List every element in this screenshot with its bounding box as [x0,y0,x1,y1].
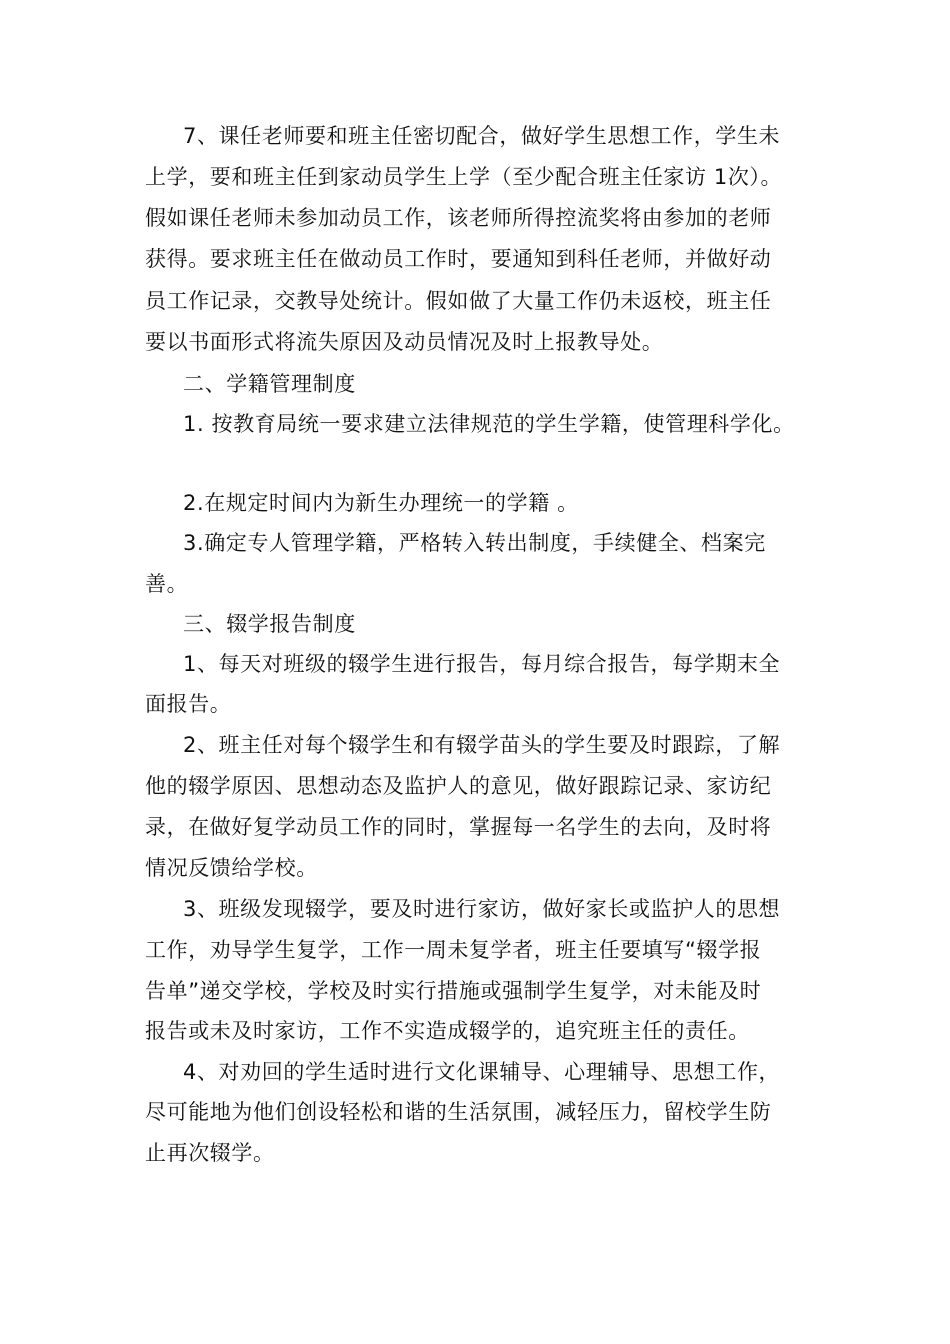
text-line: 7、课任老师要和班主任密切配合，做好学生思想工作，学生未 [183,124,781,148]
text-line: 假如课任老师未参加动员工作，该老师所得控流奖将由参加的老师 [145,206,772,230]
text-line: 他的辍学原因、思想动态及监护人的意见，做好跟踪记录、家访纪 [145,774,772,798]
text-line: 获得。要求班主任在做动员工作时，要通知到科任老师，并做好动 [145,247,772,271]
text-line: 3、班级发现辍学，要及时进行家访，做好家长或监护人的思想 [183,897,781,921]
text-line: 善。 [145,572,189,596]
text-line: 4、对劝回的学生适时进行文化课辅导、心理辅导、思想工作， [183,1060,781,1084]
text-line: 工作，劝导学生复学，工作一周未复学者，班主任要填写“辍学报 [145,938,762,962]
text-line: 2.在规定时间内为新生办理统一的学籍 。 [183,491,579,515]
text-line: 2、班主任对每个辍学生和有辍学苗头的学生要及时跟踪，了解 [183,733,781,757]
text-line: 3.确定专人管理学籍，严格转入转出制度，手续健全、档案完 [183,531,766,555]
text-line: 要以书面形式将流失原因及动员情况及时上报教导处。 [145,330,664,354]
text-line: 录，在做好复学动员工作的同时，掌握每一名学生的去向，及时将 [145,815,772,839]
text-line: 面报告。 [145,692,232,716]
section-heading: 三、辍学报告制度 [183,612,356,636]
text-line: 1. 按教育局统一要求建立法律规范的学生学籍，使管理科学化。 [183,412,795,436]
text-line: 1、每天对班级的辍学生进行报告，每月综合报告，每学期末全 [183,652,781,676]
text-line: 员工作记录，交教导处统计。假如做了大量工作仍未返校，班主任 [145,289,772,313]
text-line: 情况反馈给学校。 [145,856,318,880]
text-line: 上学，要和班主任到家动员学生上学（至少配合班主任家访 1次）。 [145,165,783,189]
text-line: 告单”递交学校，学校及时实行措施或强制学生复学，对未能及时 [145,979,762,1003]
text-line: 止再次辍学。 [145,1141,275,1165]
text-line: 报告或未及时家访，工作不实造成辍学的，追究班主任的责任。 [145,1019,750,1043]
section-heading: 二、学籍管理制度 [183,372,356,396]
text-line: 尽可能地为他们创设轻松和谐的生活氛围，减轻压力，留校学生防 [145,1100,772,1124]
